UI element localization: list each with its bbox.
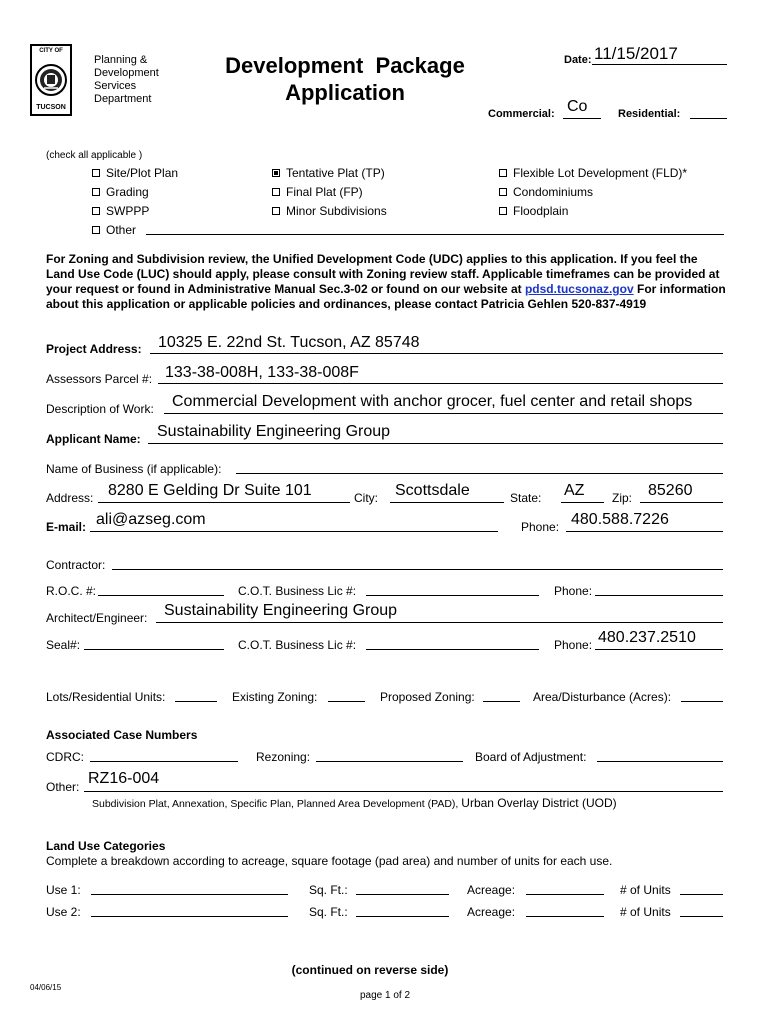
applicant-address-value: 8280 E Gelding Dr Suite 101 <box>108 482 312 499</box>
cot-license-2-label: C.O.T. Business Lic #: <box>238 638 357 652</box>
land-use-heading: Land Use Categories <box>46 839 166 853</box>
form-title <box>200 52 490 106</box>
seal-emblem-icon <box>34 58 68 102</box>
checkbox-swppp[interactable] <box>92 204 149 218</box>
checkbox-icon <box>92 207 100 215</box>
checkbox-label: Flexible Lot Development (FLD)* <box>513 166 688 180</box>
other-case-hint <box>92 796 617 810</box>
area-acres-label: Area/Disturbance (Acres): <box>533 690 672 704</box>
proposed-zoning-field[interactable] <box>483 701 520 702</box>
other-case-value: RZ16-004 <box>88 770 160 787</box>
case-type-uod: Urban Overlay District (UOD) <box>461 796 617 810</box>
city-field[interactable] <box>390 502 504 503</box>
seal-number-label: Seal#: <box>46 638 81 652</box>
checkbox-icon <box>92 226 100 234</box>
architect-phone-value: 480.237.2510 <box>598 629 696 646</box>
checkbox-grading[interactable] <box>92 185 149 199</box>
applicant-name-field[interactable] <box>148 443 723 444</box>
use1-acreage-label: Acreage: <box>467 883 516 897</box>
roc-label: R.O.C. #: <box>46 584 97 598</box>
checkbox-label: Minor Subdivisions <box>286 204 387 218</box>
existing-zoning-field[interactable] <box>328 701 365 702</box>
applicant-address-label: Address: <box>46 491 94 505</box>
checkbox-flexible-lot[interactable] <box>499 166 687 180</box>
checkbox-label: Grading <box>106 185 149 199</box>
project-address-value: 10325 E. 22nd St. Tucson, AZ 85748 <box>158 334 420 351</box>
lots-units-field[interactable] <box>175 701 217 702</box>
cdrc-label: CDRC: <box>46 750 84 764</box>
checkbox-site-plot-plan[interactable] <box>92 166 178 180</box>
department-line: Development <box>94 67 159 79</box>
architect-phone-label: Phone: <box>554 638 593 652</box>
project-address-label: Project Address: <box>46 342 142 356</box>
proposed-zoning-label: Proposed Zoning: <box>380 690 475 704</box>
description-field[interactable] <box>164 413 723 414</box>
area-acres-field[interactable] <box>681 701 723 702</box>
checkbox-icon <box>272 188 280 196</box>
architect-label: Architect/Engineer: <box>46 611 148 625</box>
use2-units-label: # of Units <box>620 905 671 919</box>
land-use-instructions: Complete a breakdown according to acreage, square footage (pad area) and number of units for each use. <box>46 854 613 868</box>
use1-sqft-label: Sq. Ft.: <box>309 883 348 897</box>
department-line: Planning & <box>94 54 148 66</box>
use1-acreage-field[interactable] <box>526 894 604 895</box>
city-value: Scottsdale <box>395 482 470 499</box>
applicant-phone-label: Phone: <box>521 520 560 534</box>
cot-license-2-field[interactable] <box>366 649 539 650</box>
website-link[interactable]: pdsd.tucsonaz.gov <box>524 282 634 296</box>
cot-license-field[interactable] <box>366 595 539 596</box>
description-label: Description of Work: <box>46 402 154 416</box>
date-field[interactable] <box>592 64 727 65</box>
department-name <box>94 54 159 106</box>
zip-field[interactable] <box>640 502 723 503</box>
checkbox-icon <box>272 207 280 215</box>
zip-label: Zip: <box>612 491 633 505</box>
state-value: AZ <box>564 482 585 499</box>
use2-field[interactable] <box>91 916 288 917</box>
parcel-label: Assessors Parcel #: <box>46 372 153 386</box>
seal-text-top: CITY OF <box>39 48 63 54</box>
applicant-phone-field[interactable] <box>566 531 723 532</box>
checkbox-label: Floodplain <box>513 204 569 218</box>
checked-checkbox-icon <box>272 169 280 177</box>
residential-field[interactable] <box>690 118 727 119</box>
date-label: Date: <box>564 54 592 66</box>
cot-license-label: C.O.T. Business Lic #: <box>238 584 357 598</box>
city-seal-logo <box>30 44 72 116</box>
checkbox-icon <box>92 169 100 177</box>
notice-text: For Zoning and Subdivision review, the Unified Development Code (UDC) applies to this application. If you feel the Land Use Code (LUC) should apply, please consult with Zoning review staff. Applicable timeframes can be provided at your request or found in Administrative Manual Sec.3-02 or found on our website at <box>46 252 720 296</box>
board-adjustment-field[interactable] <box>597 761 723 762</box>
checkbox-icon <box>92 188 100 196</box>
checkbox-label: Condominiums <box>513 185 594 199</box>
applicant-address-field[interactable] <box>98 502 350 503</box>
checkbox-minor-subdivisions[interactable] <box>272 204 387 218</box>
notice-contact-text: For information about this application or applicable policies and ordinances, please contact Patricia Gehlen 520-837-4919 <box>46 282 726 311</box>
architect-value: Sustainability Engineering Group <box>164 602 398 619</box>
use1-label: Use 1: <box>46 883 81 897</box>
business-name-field[interactable] <box>236 473 723 474</box>
parcel-field[interactable] <box>158 383 723 384</box>
form-revision-date: 04/06/15 <box>30 983 62 992</box>
lots-units-label: Lots/Residential Units: <box>46 690 166 704</box>
state-label: State: <box>510 491 542 505</box>
checkbox-other[interactable] <box>92 223 136 237</box>
use2-acreage-label: Acreage: <box>467 905 516 919</box>
commercial-label: Commercial: <box>488 108 555 120</box>
use1-units-label: # of Units <box>620 883 671 897</box>
contractor-phone-field[interactable] <box>595 595 723 596</box>
architect-field[interactable] <box>156 622 723 623</box>
cdrc-field[interactable] <box>90 761 238 762</box>
case-type-list: Subdivision Plat, Annexation, Specific Plan, Planned Area Development (PAD), <box>92 798 459 810</box>
checkbox-final-plat[interactable] <box>272 185 363 199</box>
state-field[interactable] <box>561 502 604 503</box>
continued-note: (continued on reverse side) <box>291 963 449 977</box>
other-case-field[interactable] <box>84 791 723 792</box>
applicant-name-label: Applicant Name: <box>46 432 141 446</box>
use2-label: Use 2: <box>46 905 81 919</box>
associated-cases-heading: Associated Case Numbers <box>46 728 198 742</box>
applicant-name-value: Sustainability Engineering Group <box>157 423 391 440</box>
contractor-field[interactable] <box>112 569 723 570</box>
rezoning-field[interactable] <box>316 761 463 762</box>
checkbox-icon <box>499 188 507 196</box>
use2-sqft-field[interactable] <box>356 916 449 917</box>
form-title-line1: Development Package <box>225 53 465 78</box>
checkbox-label: SWPPP <box>106 204 150 218</box>
email-value: ali@azseg.com <box>96 511 206 528</box>
roc-field[interactable] <box>98 595 224 596</box>
board-adjustment-label: Board of Adjustment: <box>475 750 587 764</box>
city-label: City: <box>354 491 378 505</box>
commercial-value: Co <box>567 98 588 115</box>
email-field[interactable] <box>90 531 498 532</box>
checkbox-icon <box>499 169 507 177</box>
business-name-label: Name of Business (if applicable): <box>46 462 222 476</box>
department-line: Services <box>94 80 137 92</box>
description-value: Commercial Development with anchor grocer, fuel center and retail shops <box>172 393 693 410</box>
commercial-field[interactable] <box>563 118 601 119</box>
contractor-label: Contractor: <box>46 558 106 572</box>
use1-sqft-field[interactable] <box>356 894 449 895</box>
checkbox-label: Tentative Plat (TP) <box>286 166 385 180</box>
architect-phone-field[interactable] <box>595 649 723 650</box>
rezoning-label: Rezoning: <box>256 750 311 764</box>
checkbox-label: Final Plat (FP) <box>286 185 363 199</box>
project-address-field[interactable] <box>150 353 723 354</box>
existing-zoning-label: Existing Zoning: <box>232 690 318 704</box>
email-label: E-mail: <box>46 520 87 534</box>
zip-value: 85260 <box>648 482 693 499</box>
applicant-phone-value: 480.588.7226 <box>571 511 669 528</box>
form-title-line2: Application <box>285 80 405 105</box>
use2-acreage-field[interactable] <box>526 916 604 917</box>
checkbox-tentative-plat[interactable] <box>272 166 385 180</box>
date-value: 11/15/2017 <box>594 44 678 63</box>
checkbox-icon <box>499 207 507 215</box>
use1-field[interactable] <box>91 894 288 895</box>
contractor-phone-label: Phone: <box>554 584 593 598</box>
checkbox-label: Site/Plot Plan <box>106 166 179 180</box>
seal-text-bottom: TUCSON <box>36 104 66 111</box>
department-line: Department <box>94 93 152 105</box>
use2-sqft-label: Sq. Ft.: <box>309 905 348 919</box>
other-type-field[interactable] <box>146 234 724 235</box>
use1-units-field[interactable] <box>680 894 723 895</box>
page-number: page 1 of 2 <box>359 990 411 1001</box>
checkbox-label: Other <box>106 223 137 237</box>
udc-notice <box>46 252 726 312</box>
check-all-note: (check all applicable ) <box>46 150 143 161</box>
use2-units-field[interactable] <box>680 916 723 917</box>
residential-label: Residential: <box>618 108 681 120</box>
seal-number-field[interactable] <box>84 649 224 650</box>
checkbox-floodplain[interactable] <box>499 204 568 218</box>
other-case-label: Other: <box>46 780 80 794</box>
checkbox-condominiums[interactable] <box>499 185 593 199</box>
parcel-value: 133-38-008H, 133-38-008F <box>165 364 359 381</box>
